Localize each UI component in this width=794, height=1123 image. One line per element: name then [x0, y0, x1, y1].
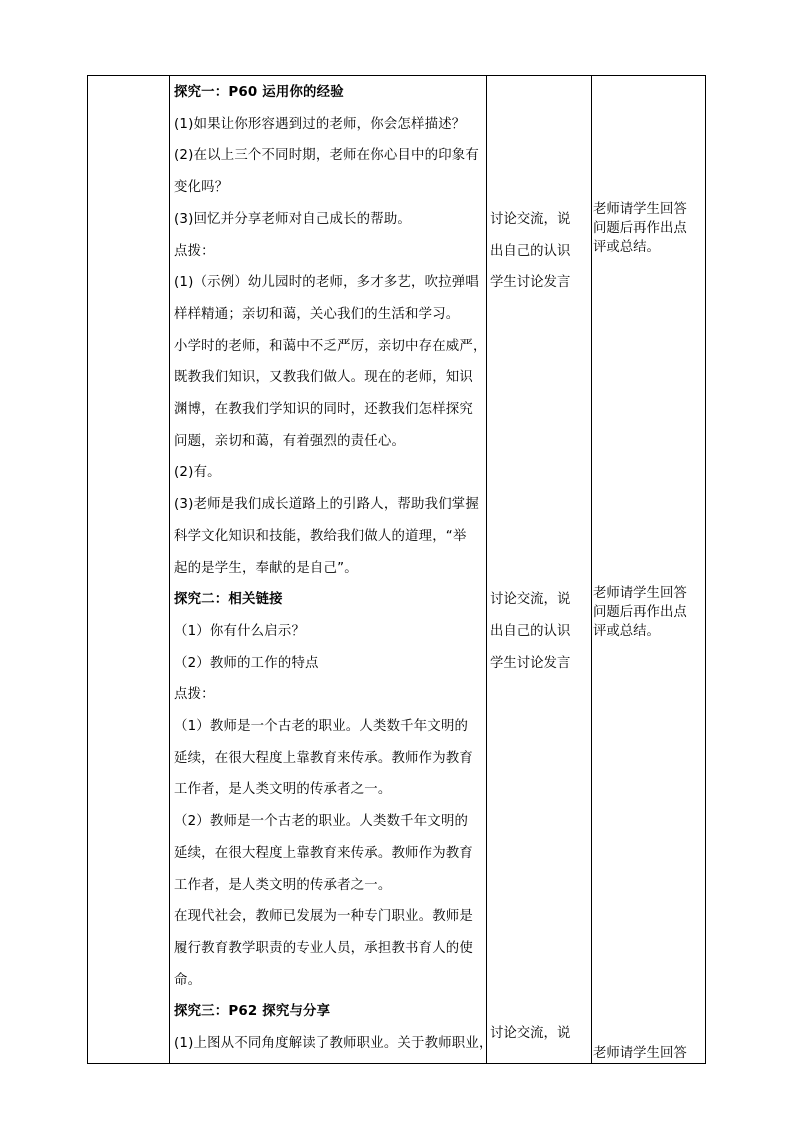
content-line: （2）教师是一个古老的职业。人类数千年文明的 — [174, 814, 469, 830]
content-line: 在现代社会，教师已发展为一种专门职业。教师是 — [174, 909, 473, 925]
design-intent-line: 老师请学生回答 — [593, 1045, 687, 1061]
content-line: 延续，在很大程度上靠教育来传承。教师作为教育 — [174, 750, 473, 766]
content-line: 问题，亲切和蔼，有着强烈的责任心。 — [174, 433, 406, 449]
student-activity-line: 学生讨论发言 — [490, 655, 571, 671]
student-activity-line: 出自己的认识 — [490, 243, 571, 259]
content-line: (2)有。 — [174, 465, 221, 481]
design-intent-line: 老师请学生回答 — [593, 585, 687, 601]
section-heading: 探究二：相关链接 — [174, 592, 283, 608]
content-line: 点拨： — [174, 687, 215, 703]
content-line: 延续，在很大程度上靠教育来传承。教师作为教育 — [174, 845, 473, 861]
design-intent-line: 老师请学生回答 — [593, 202, 687, 218]
column-divider — [486, 76, 487, 1063]
column-divider — [591, 76, 592, 1063]
content-line: 渊博，在教我们学知识的同时，还教我们怎样探究 — [174, 402, 473, 417]
content-line: (2)在以上三个不同时期，老师在你心目中的印象有 — [174, 148, 479, 164]
student-activity-line: 讨论交流，说 — [490, 592, 571, 608]
design-intent-line: 问题后再作出点 — [593, 221, 687, 237]
content-line: （1）你有什么启示？ — [174, 623, 306, 639]
section-heading: 探究一：P60 运用你的经验 — [174, 85, 344, 100]
content-line: 履行教育教学职责的专业人员，承担教书育人的使 — [174, 940, 473, 956]
student-activity-line: 出自己的认识 — [490, 623, 571, 639]
content-line: 科学文化知识和技能，教给我们做人的道理，“举 — [174, 528, 467, 544]
content-line: 工作者，是人类文明的传承者之一。 — [174, 877, 392, 893]
student-activity-line: 学生讨论发言 — [490, 275, 571, 291]
design-intent-line: 问题后再作出点 — [593, 604, 687, 620]
content-line: （2）教师的工作的特点 — [174, 655, 319, 671]
content-line: 工作者，是人类文明的传承者之一。 — [174, 782, 392, 798]
content-line: (3)回忆并分享老师对自己成长的帮助。 — [174, 211, 412, 227]
student-activity-line: 讨论交流，说 — [490, 211, 571, 227]
content-line: （1）教师是一个古老的职业。人类数千年文明的 — [174, 719, 469, 734]
content-line: 既教我们知识，又教我们做人。现在的老师，知识 — [174, 370, 473, 386]
content-line: (1)（示例）幼儿园时的老师，多才多艺，吹拉弹唱 — [174, 275, 479, 291]
content-line: 命。 — [174, 972, 202, 988]
section-heading: 探究三：P62 探究与分享 — [174, 1004, 331, 1020]
content-line: 样样精通；亲切和蔼，关心我们的生活和学习。 — [174, 306, 460, 322]
student-activity-line: 讨论交流，说 — [490, 1026, 571, 1042]
content-line: (3)老师是我们成长道路上的引路人，帮助我们掌握 — [174, 497, 479, 513]
content-line: 小学时的老师，和蔼中不乏严厉，亲切中存在威严， — [174, 338, 487, 354]
content-line: 起的是学生，奉献的是自己”。 — [174, 560, 358, 576]
content-line: 变化吗？ — [174, 180, 229, 196]
lesson-table — [87, 75, 706, 1064]
design-intent-line: 评或总结。 — [593, 240, 660, 256]
content-line: (1)上图从不同角度解读了教师职业。关于教师职业， — [174, 1036, 493, 1051]
content-line: (1)如果让你形容遇到过的老师，你会怎样描述？ — [174, 116, 466, 132]
column-divider — [169, 76, 170, 1063]
design-intent-line: 评或总结。 — [593, 623, 660, 639]
content-line: 点拨： — [174, 243, 215, 259]
